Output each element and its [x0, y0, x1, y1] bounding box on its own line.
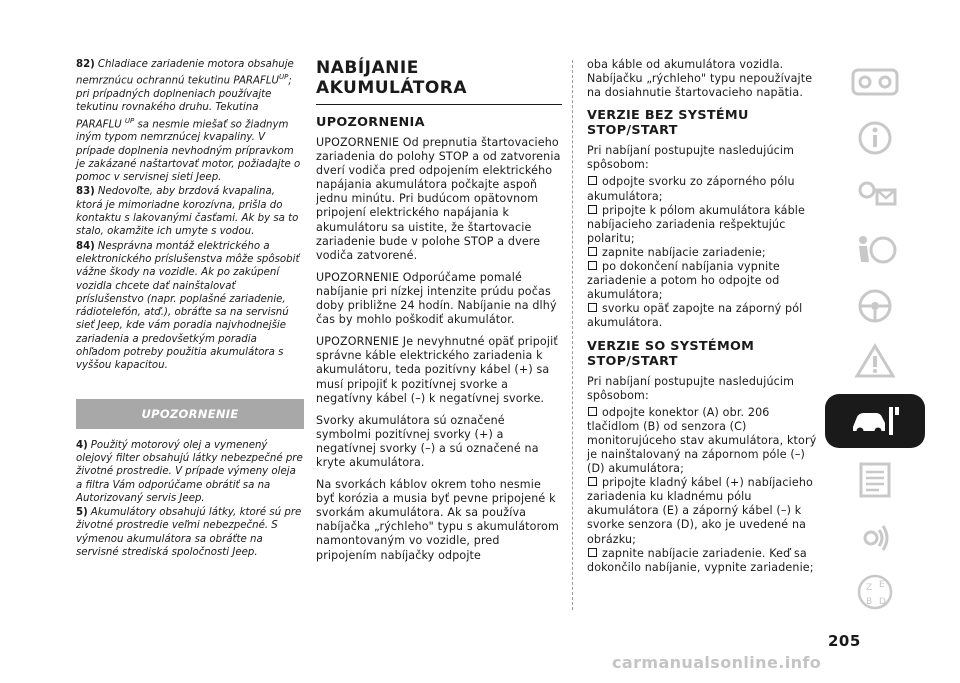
page-number: 205 — [828, 632, 861, 650]
checkbox-bullet-icon — [588, 548, 597, 557]
svg-text:D: D — [879, 597, 886, 607]
tab-index[interactable] — [825, 568, 925, 616]
list-item: svorku opäť zapojte na záporný pól akumulátora. — [587, 302, 803, 330]
right-column — [587, 58, 817, 575]
paragraph: oba káble od akumulátora vozidla. Nabíjačku „rýchleho" typu nepoužívajte na dosiahnutie štartovacieho napätia. — [587, 58, 813, 100]
paragraph: Na svorkách káblov okrem toho nesmie byť korózia a musia byť pevne pripojené k svorkám akumulátora. Ak sa používa nabíjačka „rýchleho" typu s akumulátorom namontovaným vo vozidle, pred pripojením nabíjačky odpojte — [316, 478, 559, 562]
watermark: carmanualsonline.info — [612, 653, 822, 672]
tab-dashboard[interactable] — [825, 58, 925, 106]
tab-emergency[interactable] — [825, 338, 925, 386]
note-5: 5) Akumulátory obsahujú látky, ktoré sú pre životné prostredie veľmi nebezpečné. S výmenou akumulátora sa obráťte na servisné strediská spoločnosti Jeep. — [76, 507, 302, 558]
checkbox-bullet-icon — [588, 303, 597, 312]
procedure-intro: Pri nabíjaní postupujte nasledujúcim spôsobom: — [587, 374, 795, 402]
tab-safety[interactable] — [825, 226, 925, 274]
procedure-intro: Pri nabíjaní postupujte nasledujúcim spôsobom: — [587, 144, 795, 172]
index-abc-icon — [849, 572, 901, 612]
section-title: NABÍJANIE AKUMULÁTORA — [316, 58, 562, 105]
chapter-sidebar — [825, 58, 925, 624]
multimedia-icon — [849, 516, 901, 556]
safety-airbag-icon — [849, 230, 901, 270]
list-item: zapnite nabíjacie zariadenie. Keď sa dokončilo nabíjanie, vypnite zariadenie; — [587, 546, 814, 574]
paragraph: UPOZORNENIE Od prepnutia štartovacieho zariadenia do polohy STOP a od zatvorenia dverí vodiča pred odpojením elektrického napájania akumulátora počkajte aspoň jednu minútu. Pri budúcom opätovnom pripojení elektrického napájania k akumulátoru sa uistite, že štartovacie zariadenie bude v polohe STOP a dvere vodiča zatvorené. — [316, 136, 561, 262]
list-item: odpojte svorku zo záporného pólu akumulátora; — [587, 175, 795, 203]
warnings-heading: UPOZORNENIA — [316, 115, 425, 130]
heading-without-stop-start: VERZIE BEZ SYSTÉMU STOP/START — [587, 108, 749, 139]
left-notes-column — [76, 58, 304, 560]
checkbox-bullet-icon — [588, 247, 597, 256]
list-item: pripojte kladný kábel (+) nabíjacieho zariadenia ku kladnému pólu akumulátora (E) a záporný kábel (–) k svorke senzora (D), ako je uvedené na obrázku; — [587, 476, 813, 546]
note-82: 82) Chladiace zariadenie motora obsahuje nemrznúcu ochrannú tekutinu $PARAFLU^{UP}$; pri prípadných doplneniach používajte tekutinu rovnakého druhu. Tekutina PARAFLU $^{UP}$ sa nesmie miešať so žiadnym iným typom nemrznúcej kvapaliny. V prípade doplnenia nevhodným prípravkom je zakázané naštartovať motor, požiadajte o pomoc v servisnej sieti Jeep. — [76, 59, 301, 184]
list-item: po dokončení nabíjania vypnite zariadenie a potom ho odpojte od akumulátora; — [587, 260, 780, 302]
list-item: pripojte k pólom akumulátora káble nabíjacieho zariadenia rešpektujúc polaritu; — [587, 203, 806, 245]
information-icon — [849, 118, 901, 158]
heading-with-stop-start: VERZIE SO SYSTÉMOM STOP/START — [587, 338, 755, 369]
svg-text:B: B — [866, 597, 873, 607]
tab-information[interactable] — [825, 114, 925, 162]
column-divider — [572, 60, 574, 610]
service-car-tools-icon — [849, 401, 901, 441]
lights-warning-icon — [849, 174, 901, 214]
paragraph: UPOZORNENIE Je nevyhnutné opäť pripojiť správne káble elektrického zariadenia k akumulátoru, teda pozitívny kábel (+) sa musí pripojiť k pozitívnej svorke a negatívny kábel (–) k negatívnej svorke. — [316, 335, 558, 405]
warning-banner-title: UPOZORNENIE — [141, 406, 239, 421]
dashboard-car-icon — [849, 62, 901, 102]
tab-multimedia[interactable] — [825, 512, 925, 560]
note-number: 82) — [76, 59, 95, 70]
svg-text:Z: Z — [866, 583, 873, 593]
checkbox-bullet-icon — [588, 176, 597, 185]
note-4: 4) Použitý motorový olej a vymenený olejový filter obsahujú látky nebezpečné pre životné prostredie. V prípade výmeny oleja a filtra Vám odporúčame obrátiť sa na Autorizovaný servis Jeep. — [76, 439, 303, 504]
tab-lights-warnings[interactable] — [825, 170, 925, 218]
note-number: 4) — [76, 439, 88, 451]
note-number: 84) — [76, 240, 95, 252]
note-83: 83) Nedovoľte, aby brzdová kvapalina, ktorá je mimoriadne korozívna, prišla do kontaktu s lakovanými časťami. Ak by sa to stalo, okamžite ich umyte s vodou. — [76, 186, 299, 238]
note-number: 5) — [76, 507, 88, 519]
tab-driving[interactable] — [825, 282, 925, 330]
middle-column — [316, 58, 562, 571]
note-84: 84) Nesprávna montáž elektrického a elektronického príslušenstva môže spôsobiť vážne škody na vozidle. Ak po zakúpení vozidla chcete dať nainštalovať príslušenstvo (napr. poplašné zariadenie, rádiotelefón, atď.), obráťte sa na servisnú sieť Jeep, kde vám poradia najvhodnejšie zariadenia a predovšetkým poradia ohľadom potreby použitia akumulátora s vyššou kapacitou. — [76, 240, 300, 372]
tab-service-maintenance[interactable] — [825, 394, 925, 448]
tab-technical-data[interactable] — [825, 456, 925, 504]
svg-text:E: E — [879, 580, 885, 590]
warning-banner — [76, 399, 304, 429]
checkbox-bullet-icon — [588, 407, 597, 416]
checkbox-bullet-icon — [588, 261, 597, 270]
steering-wheel-icon — [849, 286, 901, 326]
checkbox-bullet-icon — [588, 205, 597, 214]
technical-data-icon — [849, 460, 901, 500]
paragraph: UPOZORNENIE Odporúčame pomalé nabíjanie pri nízkej intenzite prúdu počas doby približne 24 hodín. Nabíjanie na dlhý čas by mohlo poškodiť akumulátor. — [316, 270, 557, 327]
checkbox-bullet-icon — [588, 477, 597, 486]
paragraph: Svorky akumulátora sú označené symbolmi pozitívnej svorky (+) a negatívnej svorky (–) a sú označené na kryte akumulátora. — [316, 413, 539, 469]
emergency-warning-icon — [849, 342, 901, 382]
list-item: zapnite nabíjacie zariadenie; — [587, 246, 817, 260]
list-item: odpojte konektor (A) obr. 206 tlačidlom (B) od senzora (C) monitorujúceho stav akumulátora, ktorý je nainštalovaný na zápornom póle (–) (D) akumulátora; — [587, 405, 817, 476]
note-number: 83) — [76, 186, 95, 198]
